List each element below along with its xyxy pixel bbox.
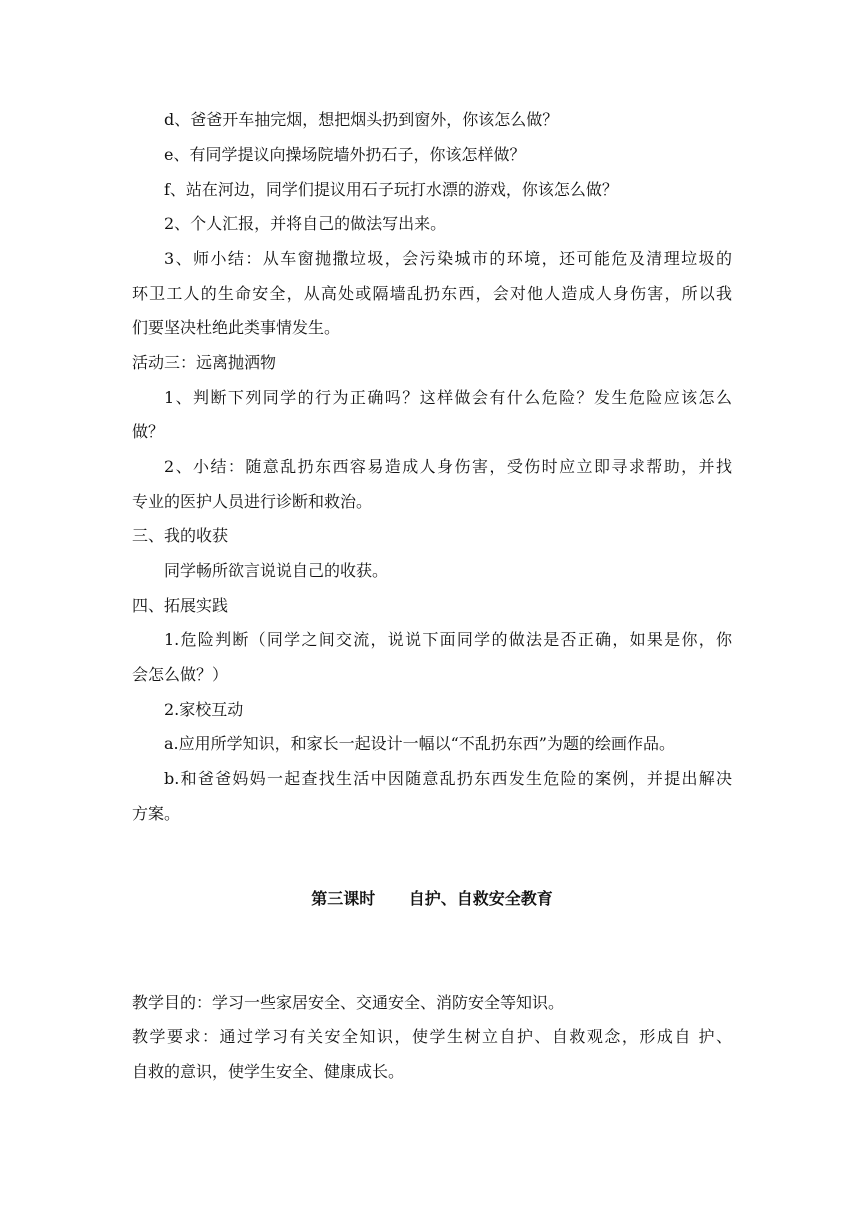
question-d: d、爸爸开车抽完烟，想把烟头扔到窗外，你该怎么做？ [164,110,559,129]
item-b-line-2: 方案。 [132,804,181,823]
activity-three-heading: 活动三：远离抛洒物 [132,353,277,372]
conclusion-line-1: 2、小结：随意乱扔东西容易造成人身伤害，受伤时应立即寻求帮助，并找 [164,457,732,476]
teaching-goal: 教学目的：学习一些家居安全、交通安全、消防安全等知识。 [132,993,565,1012]
danger-line-2: 会怎么做？） [132,665,229,684]
teaching-requirement-line-1: 教学要求：通过学习有关安全知识，使学生树立自护、自救观念，形成自 护、 [132,1027,732,1046]
question-e: e、有同学提议向操场院墙外扔石子，你该怎样做？ [164,145,526,164]
conclusion-line-2: 专业的医护人员进行诊断和救治。 [132,492,373,511]
judge-line-2: 做？ [132,422,165,441]
teaching-requirement-line-2: 自救的意识，使学生安全、健康成长。 [132,1062,405,1081]
report-step: 2、个人汇报，并将自己的做法写出来。 [164,214,447,233]
summary-line-2: 环卫工人的生命安全，从高处或隔墙乱扔东西，会对他人造成人身伤害，所以我 [132,284,732,303]
section-expand-heading: 四、拓展实践 [132,596,229,615]
judge-line-1: 1、判断下列同学的行为正确吗？这样做会有什么危险？发生危险应该怎么 [164,388,732,407]
lesson-title: 第三课时 自护、自救安全教育 [311,889,553,908]
section-gain-heading: 三、我的收获 [132,526,229,545]
danger-line-1: 1.危险判断（同学之间交流，说说下面同学的做法是否正确，如果是你，你 [164,630,732,649]
summary-line-3: 们要坚决杜绝此类事情发生。 [132,318,341,337]
summary-line-1: 3、师小结：从车窗抛撒垃圾，会污染城市的环境，还可能危及清理垃圾的 [164,249,732,268]
home-school-heading: 2.家校互动 [164,700,244,719]
gain-text: 同学畅所欲言说说自己的收获。 [164,561,389,580]
question-f: f、站在河边，同学们提议用石子玩打水漂的游戏，你该怎么做？ [164,180,618,199]
item-b-line-1: b.和爸爸妈妈一起查找生活中因随意乱扔东西发生危险的案例，并提出解决 [164,769,732,788]
item-a: a.应用所学知识，和家长一起设计一幅以“不乱扔东西”为题的绘画作品。 [164,734,675,753]
